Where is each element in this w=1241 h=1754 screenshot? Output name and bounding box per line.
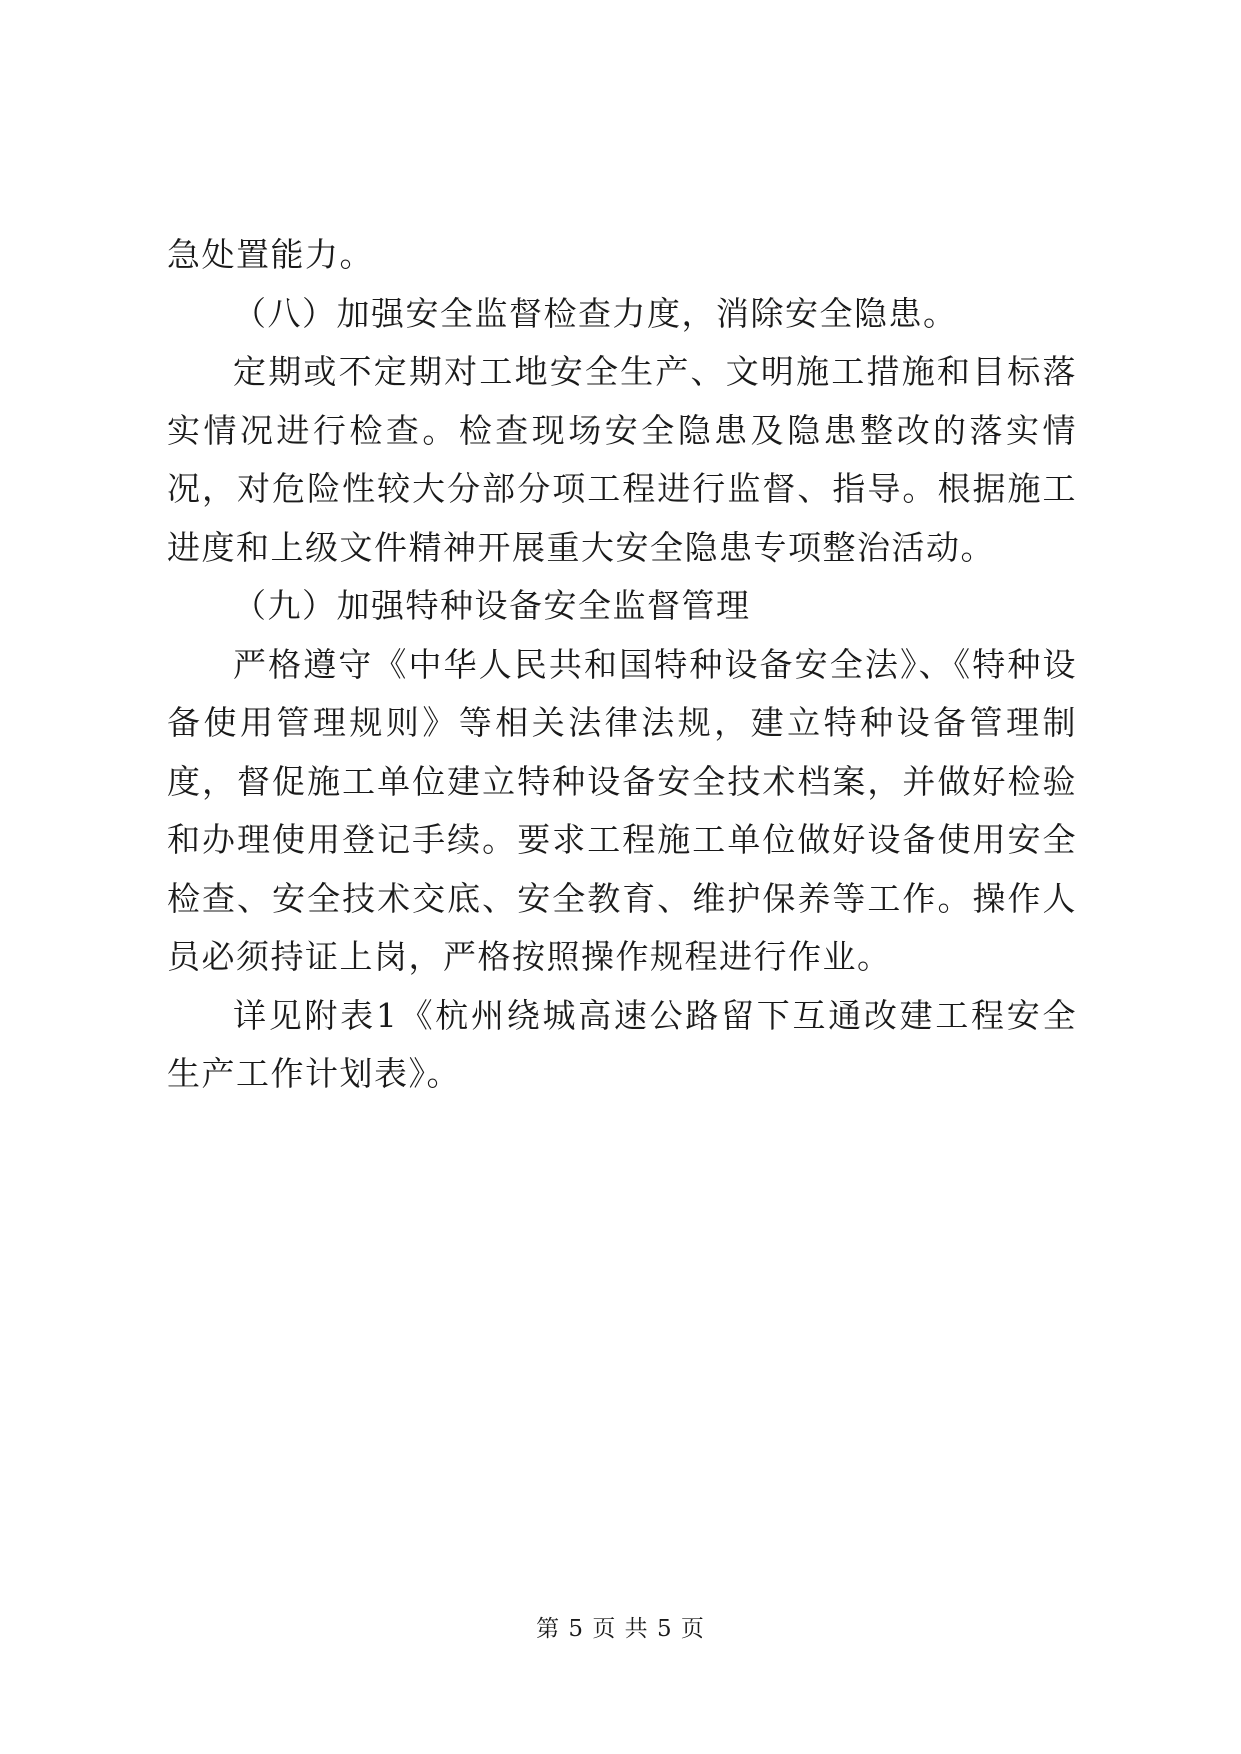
page-number: 第 5 页 共 5 页 [536,1616,705,1642]
paragraph-continuation: 急处置能力。 [167,235,374,274]
paragraph-inspection: 定期或不定期对工地安全生产、文明施工措施和目标落实情况进行检查。检查现场安全隐患及隐患整改的落实情况，对危险性较大分部分项工程进行监督、指导。根据施工进度和上级文件精神开展重大安全隐患专项整治活动。 [167,352,1077,567]
section-heading-9: （九）加强特种设备安全监督管理 [233,586,751,625]
section-heading-8: （八）加强安全监督检查力度，消除安全隐患。 [233,293,958,333]
document-body [167,226,1077,1104]
paragraph-attachment-reference: 详见附表1《杭州绕城高速公路留下互通改建工程安全生产工作计划表》。 [167,995,1077,1093]
page-footer [0,1610,1241,1643]
paragraph-special-equipment: 严格遵守《中华人民共和国特种设备安全法》、《特种设备使用管理规则》等相关法律法规，建立特种设备管理制度，督促施工单位建立特种设备安全技术档案，并做好检验和办理使用登记手续。要求工程施工单位做好设备使用安全检查、安全技术交底、安全教育、维护保养等工作。操作人员必须持证上岗，严格按照操作规程进行作业。 [167,644,1077,976]
